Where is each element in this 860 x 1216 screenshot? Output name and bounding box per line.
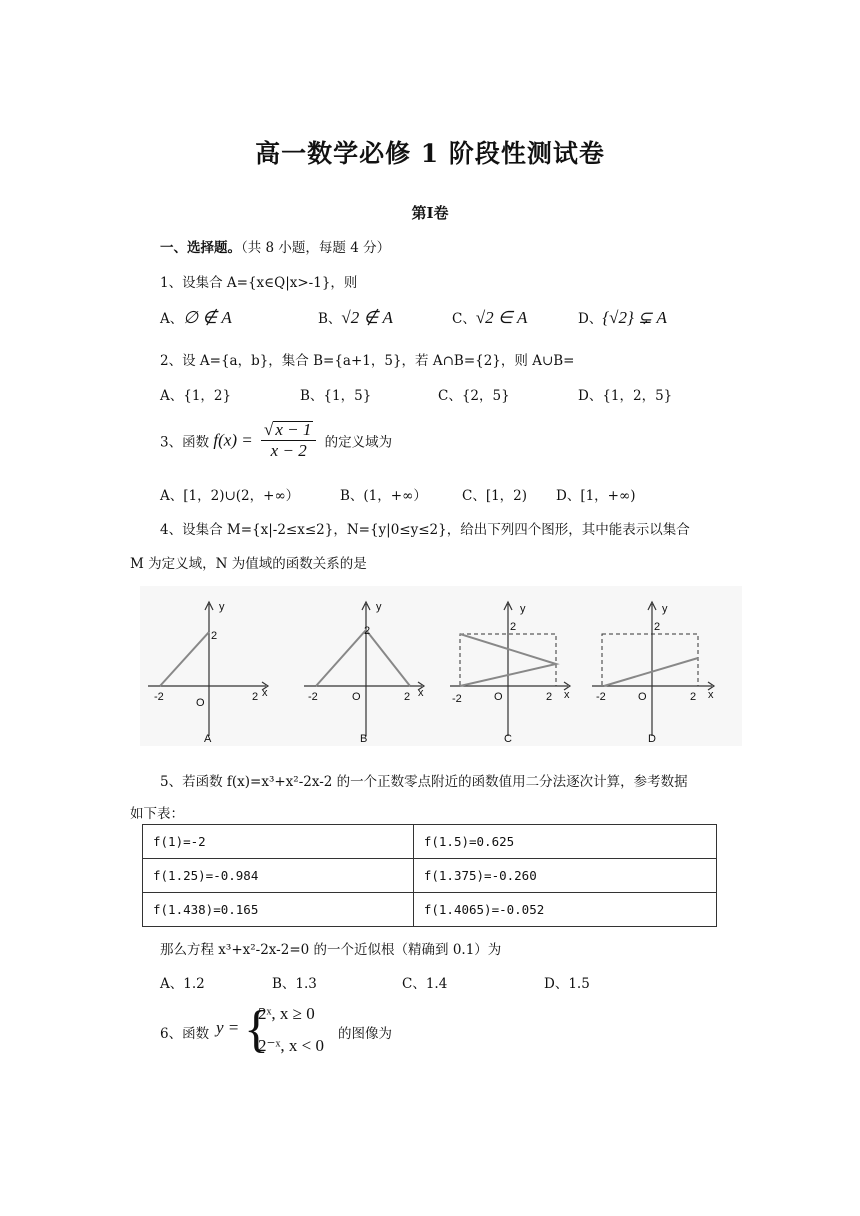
q3-function-name: f(x) = <box>213 430 253 450</box>
q5-option-b[interactable]: B、1.3 <box>272 976 317 992</box>
graph-c-origin: O <box>494 691 503 703</box>
section-heading <box>160 236 390 256</box>
graph-d-origin: O <box>638 691 647 703</box>
table-cell: f(1.25)=-0.984 <box>143 859 414 893</box>
q6-case1: 2ˣ, x ≥ 0 <box>258 1004 315 1023</box>
q3-stem <box>160 420 392 461</box>
q3-prefix: 3、函数 <box>160 434 210 451</box>
q5-line1: 5、若函数 f(x)=x³+x²-2x-2 的一个正数零点附近的函数值用二分法逐次计算，参考数据 <box>160 774 688 790</box>
q6-brace: { <box>244 1001 269 1058</box>
table-cell: f(1.5)=0.625 <box>413 825 716 859</box>
q1-option-b[interactable] <box>318 307 393 328</box>
graph-b-origin: O <box>352 691 361 703</box>
q5-option-c[interactable]: C、1.4 <box>402 976 448 992</box>
table-row <box>143 859 717 893</box>
graph-b-tick-2y: 2 <box>364 625 371 637</box>
q5-reference-table <box>142 824 717 927</box>
q6-y: y = <box>216 1018 240 1037</box>
section-subtitle: 第Ⅰ卷 <box>411 204 449 222</box>
q3-denominator: x − 2 <box>270 441 307 460</box>
graph-c-caption: C <box>504 733 512 745</box>
graph-a-tick-2y: 2 <box>211 630 218 642</box>
graph-a-tick-neg2: -2 <box>154 691 164 703</box>
q6-suffix: 的图像为 <box>338 1026 392 1042</box>
graph-d-tick-2x: 2 <box>690 691 697 703</box>
graph-b-y-label: y <box>376 601 382 613</box>
graph-d-tick-2y: 2 <box>654 621 661 633</box>
q3-option-b[interactable]: B、(1，+∞） <box>340 488 427 504</box>
graph-a-origin: O <box>196 697 205 709</box>
q2-option-d[interactable]: D、{1，2，5} <box>578 388 673 404</box>
q1-option-b-math: √2 ∉ A <box>341 308 393 327</box>
graph-d-tick-neg2: -2 <box>596 691 606 703</box>
graph-b-caption: B <box>360 733 368 745</box>
table-cell: f(1)=-2 <box>143 825 414 859</box>
q1-option-d-math: {√2} ⊊ A <box>602 308 667 327</box>
q1-option-a[interactable] <box>160 307 232 328</box>
graph-d-caption: D <box>648 733 656 745</box>
q6-case2: 2⁻ˣ, x < 0 <box>258 1036 324 1055</box>
graph-a-tick-2x: 2 <box>252 691 259 703</box>
graph-b-tick-neg2: -2 <box>308 691 318 703</box>
q1-stem: 1、设集合 A={x∈Q|x>-1}，则 <box>160 275 358 291</box>
graph-c-y-label: y <box>520 603 526 615</box>
graph-a-caption: A <box>204 733 212 745</box>
q5-option-d[interactable]: D、1.5 <box>544 976 590 992</box>
q3-suffix: 的定义域为 <box>324 434 393 451</box>
q4-line2: M 为定义域，N 为值域的函数关系的是 <box>130 556 367 572</box>
graph-c-x-label: x <box>564 689 570 701</box>
section-note: （共 8 小题，每题 4 分） <box>241 240 391 256</box>
q1-option-a-label: A、 <box>160 311 184 327</box>
table-cell: f(1.4065)=-0.052 <box>413 893 716 927</box>
q1-option-c-math: √2 ∈ A <box>475 308 528 327</box>
q1-option-c-label: C、 <box>452 311 476 327</box>
graph-c-tick-2x: 2 <box>546 691 553 703</box>
q1-option-d-label: D、 <box>578 311 603 327</box>
q3-option-c[interactable]: C、[1，2) <box>462 488 528 504</box>
graph-c-tick-2y: 2 <box>510 621 517 633</box>
q5-after: 那么方程 x³+x²-2x-2=0 的一个近似根（精确到 0.1）为 <box>160 942 502 958</box>
graph-b-tick-2x: 2 <box>404 691 411 703</box>
graph-d-x-label: x <box>708 689 714 701</box>
q2-option-b[interactable]: B、{1，5} <box>300 388 372 404</box>
q3-option-a[interactable]: A、[1，2)∪(2，+∞） <box>160 488 300 504</box>
q2-stem: 2、设 A={a，b}，集合 B={a+1，5}，若 A∩B={2}，则 A∪B= <box>160 353 575 369</box>
table-row <box>143 893 717 927</box>
q4-graphs <box>140 586 742 746</box>
q1-option-a-math: ∅ ∉ A <box>183 308 232 327</box>
graph-a-x-label: x <box>262 687 268 699</box>
q3-fraction: $\frac{√ x - 1}{x - 2}$ <box>261 420 316 461</box>
q3-option-d[interactable]: D、[1，+∞) <box>556 488 636 504</box>
graph-a-y-label: y <box>219 601 225 613</box>
q6-prefix: 6、函数 <box>160 1026 210 1042</box>
q1-option-d[interactable] <box>578 307 667 328</box>
graph-d-y-label: y <box>662 603 668 615</box>
graph-b-x-label: x <box>418 687 424 699</box>
table-row <box>143 825 717 859</box>
graph-c-tick-neg2: -2 <box>452 693 462 705</box>
q5-option-a[interactable]: A、1.2 <box>160 976 205 992</box>
q2-option-c[interactable]: C、{2，5} <box>438 388 510 404</box>
q2-option-a[interactable]: A、{1，2} <box>160 388 232 404</box>
page-title: 高一数学必修 1 阶段性测试卷 <box>255 139 605 168</box>
q4-line1: 4、设集合 M={x|-2≤x≤2}，N={y|0≤y≤2}，给出下列四个图形，其中能表示以集合 <box>160 522 690 538</box>
section-label: 一、选择题。 <box>160 240 241 256</box>
table-cell: f(1.375)=-0.260 <box>413 859 716 893</box>
q3-numerator: x − 1 <box>275 420 312 439</box>
q1-option-b-label: B、 <box>318 311 342 327</box>
q1-option-c[interactable] <box>452 307 527 328</box>
q5-line2: 如下表： <box>130 806 184 822</box>
table-cell: f(1.438)=0.165 <box>143 893 414 927</box>
